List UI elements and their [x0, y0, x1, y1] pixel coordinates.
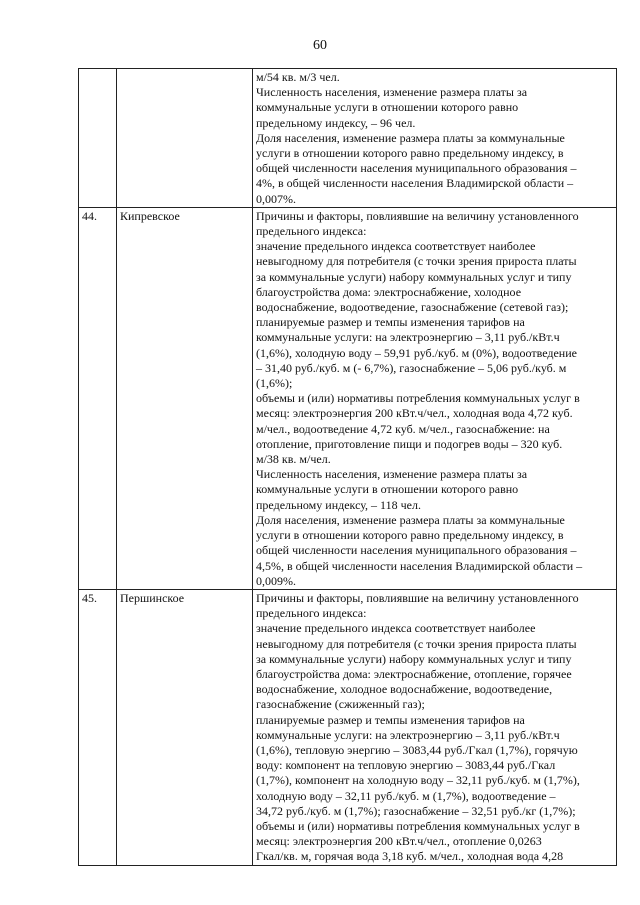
description-line: значение предельного индекса соответствует наиболее [256, 621, 536, 636]
description-line: (1,6%); [256, 376, 293, 391]
description-line: коммунальные услуги в отношении которого равно [256, 482, 519, 497]
municipalities-table [78, 68, 617, 866]
description-line: предельному индексу, – 96 чел. [256, 115, 416, 130]
description-line: невыгодному для потребителя (с точки зрения прироста платы [256, 254, 577, 269]
description-line: (1,7%), компонент на холодную воду – 32,11 руб./куб. м (1,7%), [256, 773, 580, 788]
description-line: объемы и (или) нормативы потребления коммунальных услуг в [256, 391, 580, 406]
description-line: коммунальные услуги: на электроэнергию – 3,11 руб./кВт.ч [256, 330, 560, 345]
description-line: 0,007%. [256, 191, 296, 206]
description-line: воду: компонент на тепловую энергию – 3083,44 руб./Гкал [256, 758, 556, 773]
description-line: коммунальные услуги в отношении которого равно [256, 100, 519, 115]
table-row [79, 589, 617, 865]
description-cell [253, 589, 617, 865]
municipality-name-cell: Кипревское [117, 207, 253, 589]
row-number-cell: 44. [79, 207, 117, 589]
description-line: Численность населения, изменение размера платы за [256, 85, 528, 100]
description-line: коммунальные услуги: на электроэнергию – 3,11 руб./кВт.ч [256, 727, 560, 742]
description-line: за коммунальные услуги) набору коммунальных услуг и типу [256, 651, 572, 666]
description-line: 34,72 руб./куб. м (1,7%); газоснабжение – 32,51 руб./кг (1,7%); [256, 803, 576, 818]
description-line: общей численности населения муниципального образования – [256, 543, 577, 558]
description-cell [253, 69, 617, 208]
municipality-name-cell: Першинское [117, 589, 253, 865]
row-number-cell [79, 69, 117, 208]
description-cell [253, 207, 617, 589]
description-line: холодную воду – 32,11 руб./куб. м (1,7%), водоотведение – [256, 788, 556, 803]
description-line: Доля населения, изменение размера платы за коммунальные [256, 130, 565, 145]
municipality-name-cell [117, 69, 253, 208]
description-line: предельного индекса: [256, 606, 367, 621]
description-line: 0,009%. [256, 573, 296, 588]
description-line: м/54 кв. м/3 чел. [256, 70, 340, 84]
description-line: благоустройства дома: электроснабжение, холодное [256, 284, 522, 299]
row-number-cell: 45. [79, 589, 117, 865]
page-number: 60 [313, 38, 327, 53]
table-row [79, 207, 617, 589]
description-line: – 31,40 руб./куб. м (- 6,7%), газоснабжение – 5,06 руб./куб. м [256, 360, 567, 375]
description-line: Причины и факторы, повлиявшие на величину установленного [256, 208, 579, 223]
description-line: месяц: электроэнергия 200 кВт.ч/чел., отопление 0,0263 [256, 834, 542, 849]
description-line: Численность населения, изменение размера платы за [256, 467, 528, 482]
description-line: 4,5%, в общей численности населения Владимирской области – [256, 558, 583, 573]
description-line: отопление, приготовление пищи и подогрев воды – 320 куб. [256, 436, 563, 451]
description-line: м/38 кв. м/чел. [256, 452, 331, 467]
description-line: водоснабжение, водоотведение, газоснабжение (сетевой газ); [256, 300, 569, 315]
description-line: предельного индекса: [256, 224, 367, 239]
description-line: (1,6%), тепловую энергию – 3083,44 руб./Гкал (1,7%), горячую [256, 742, 578, 757]
description-line: м/чел., водоотведение 4,72 куб. м/чел., газоснабжение: на [256, 421, 550, 436]
description-line: планируемые размер и темпы изменения тарифов на [256, 315, 525, 330]
description-line: водоснабжение, холодное водоснабжение, водоотведение, [256, 682, 553, 697]
description-line: благоустройства дома: электроснабжение, отопление, горячее [256, 666, 572, 681]
description-line: за коммунальные услуги) набору коммунальных услуг и типу [256, 269, 572, 284]
description-line: планируемые размер и темпы изменения тарифов на [256, 712, 525, 727]
description-line: невыгодному для потребителя (с точки зрения прироста платы [256, 636, 577, 651]
description-line: 4%, в общей численности населения Владимирской области – [256, 176, 574, 191]
description-line: месяц: электроэнергия 200 кВт.ч/чел., холодная вода 4,72 куб. [256, 406, 573, 421]
description-line: Доля населения, изменение размера платы за коммунальные [256, 512, 565, 527]
description-line: услуги в отношении которого равно предельному индексу, в [256, 528, 564, 543]
description-line: общей численности населения муниципального образования – [256, 161, 577, 176]
description-line: газоснабжение (сжиженный газ); [256, 697, 425, 712]
description-line: Гкал/кв. м, горячая вода 3,18 куб. м/чел., холодная вода 4,28 [256, 849, 564, 864]
description-line: (1,6%), холодную воду – 59,91 руб./куб. м (0%), водоотведение [256, 345, 577, 360]
description-line: услуги в отношении которого равно предельному индексу, в [256, 146, 564, 161]
description-line: предельному индексу, – 118 чел. [256, 497, 421, 512]
description-line: значение предельного индекса соответствует наиболее [256, 239, 536, 254]
description-line: Причины и факторы, повлиявшие на величину установленного [256, 590, 579, 605]
table-row [79, 69, 617, 208]
description-line: объемы и (или) нормативы потребления коммунальных услуг в [256, 818, 580, 833]
